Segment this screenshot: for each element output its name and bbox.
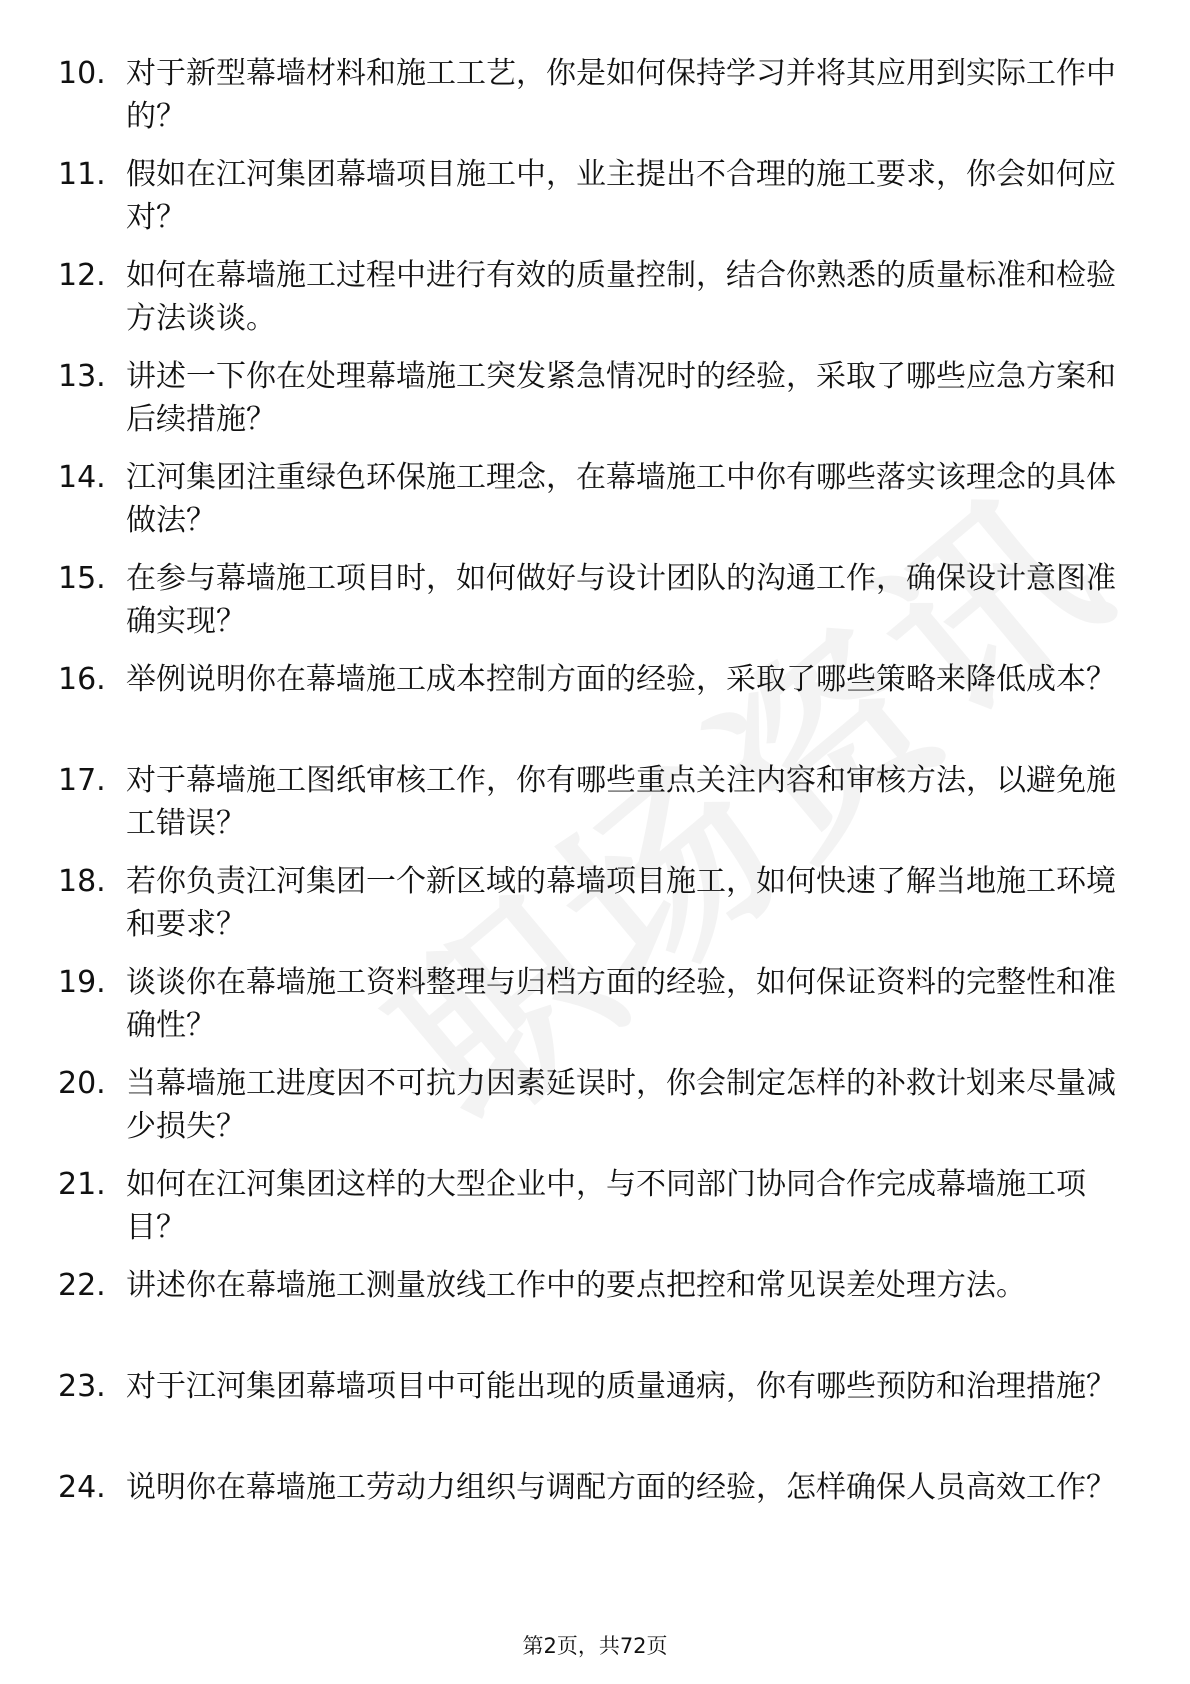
question-text: 对于新型幕墙材料和施工工艺，你是如何保持学习并将其应用到实际工作中的？ <box>126 56 1116 134</box>
question-item <box>0 860 1190 961</box>
question-number: 17. <box>58 763 106 798</box>
question-text: 说明你在幕墙施工劳动力组织与调配方面的经验，怎样确保人员高效工作？ <box>126 1470 1116 1505</box>
question-text: 如何在江河集团这样的大型企业中，与不同部门协同合作完成幕墙施工项目？ <box>126 1167 1086 1245</box>
question-item <box>0 1365 1190 1466</box>
question-text: 举例说明你在幕墙施工成本控制方面的经验，采取了哪些策略来降低成本？ <box>126 662 1116 697</box>
question-text: 讲述一下你在处理幕墙施工突发紧急情况时的经验，采取了哪些应急方案和后续措施？ <box>126 359 1116 437</box>
question-number: 10. <box>58 56 106 91</box>
question-item <box>0 52 1190 153</box>
question-number: 15. <box>58 561 106 596</box>
question-item <box>0 1062 1190 1163</box>
question-item <box>0 153 1190 254</box>
question-number: 22. <box>58 1268 106 1303</box>
question-text: 谈谈你在幕墙施工资料整理与归档方面的经验，如何保证资料的完整性和准确性？ <box>126 965 1116 1043</box>
question-number: 23. <box>58 1369 106 1404</box>
question-item <box>0 658 1190 759</box>
question-item <box>0 759 1190 860</box>
question-item <box>0 1264 1190 1365</box>
question-number: 18. <box>58 864 106 899</box>
question-text: 当幕墙施工进度因不可抗力因素延误时，你会制定怎样的补救计划来尽量减少损失？ <box>126 1066 1116 1144</box>
question-number: 24. <box>58 1470 106 1505</box>
question-text: 对于江河集团幕墙项目中可能出现的质量通病，你有哪些预防和治理措施？ <box>126 1369 1116 1404</box>
question-number: 21. <box>58 1167 106 1202</box>
question-item <box>0 355 1190 456</box>
question-item <box>0 254 1190 355</box>
question-text: 假如在江河集团幕墙项目施工中，业主提出不合理的施工要求，你会如何应对？ <box>126 157 1116 235</box>
question-text: 在参与幕墙施工项目时，如何做好与设计团队的沟通工作，确保设计意图准确实现？ <box>126 561 1116 639</box>
question-text: 对于幕墙施工图纸审核工作，你有哪些重点关注内容和审核方法，以避免施工错误？ <box>126 763 1116 841</box>
question-item <box>0 456 1190 557</box>
question-text: 若你负责江河集团一个新区域的幕墙项目施工，如何快速了解当地施工环境和要求？ <box>126 864 1116 942</box>
question-number: 16. <box>58 662 106 697</box>
question-number: 19. <box>58 965 106 1000</box>
page-footer: 第2页，共72页 <box>522 1634 668 1658</box>
question-number: 20. <box>58 1066 106 1101</box>
question-text: 江河集团注重绿色环保施工理念，在幕墙施工中你有哪些落实该理念的具体做法？ <box>126 460 1116 538</box>
question-number: 14. <box>58 460 106 495</box>
question-number: 11. <box>58 157 106 192</box>
question-text: 如何在幕墙施工过程中进行有效的质量控制，结合你熟悉的质量标准和检验方法谈谈。 <box>126 258 1116 336</box>
question-list <box>0 52 1190 1567</box>
question-number: 12. <box>58 258 106 293</box>
question-item <box>0 961 1190 1062</box>
question-item <box>0 1163 1190 1264</box>
question-number: 13. <box>58 359 106 394</box>
question-item <box>0 557 1190 658</box>
question-text: 讲述你在幕墙施工测量放线工作中的要点把控和常见误差处理方法。 <box>126 1268 1026 1303</box>
question-item <box>0 1466 1190 1567</box>
